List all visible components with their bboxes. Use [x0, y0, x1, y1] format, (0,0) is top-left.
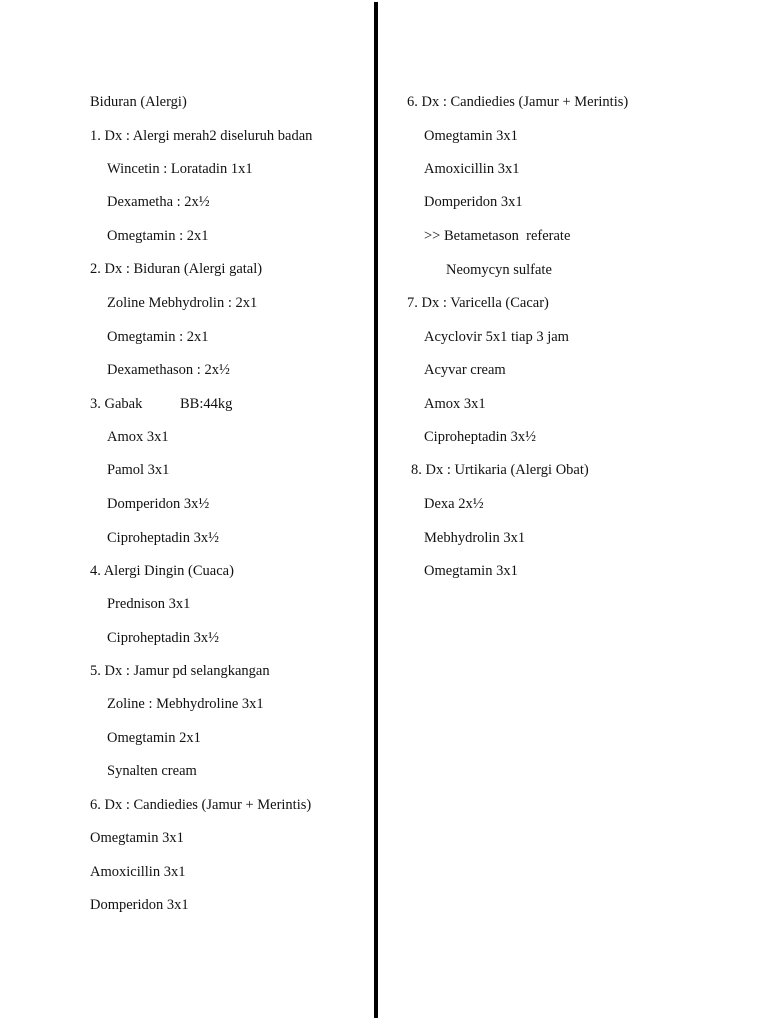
medication-line: Acyvar cream [424, 362, 506, 378]
diagnosis-6: 6. Dx : Candiedies (Jamur + Merintis) [407, 94, 629, 110]
medication-line: Dexamethason : 2x½ [107, 362, 230, 378]
medication-line: Dexa 2x½ [424, 496, 484, 512]
medication-line: Zoline : Mebhydroline 3x1 [107, 696, 264, 712]
medication-line: Amoxicillin 3x1 [90, 864, 186, 880]
diagnosis-4: 4. Alergi Dingin (Cuaca) [90, 563, 234, 579]
medication-line: Domperidon 3x1 [424, 194, 523, 210]
medication-line: Omegtamin : 2x1 [107, 228, 209, 244]
referral-note: Neomycyn sulfate [446, 262, 552, 278]
medication-line: Omegtamin 3x1 [90, 830, 184, 846]
medication-line: Wincetin : Loratadin 1x1 [107, 161, 253, 177]
medication-line: Omegtamin 2x1 [107, 730, 201, 746]
column-divider [374, 2, 378, 1018]
section-title: Biduran (Alergi) [90, 94, 187, 110]
medication-line: Domperidon 3x1 [90, 897, 189, 913]
referral-note: >> Betametason referate [424, 228, 571, 244]
diagnosis-1: 1. Dx : Alergi merah2 diseluruh badan [90, 128, 313, 144]
medication-line: Ciproheptadin 3x½ [107, 630, 219, 646]
medication-line: Dexametha : 2x½ [107, 194, 210, 210]
medication-line: Mebhydrolin 3x1 [424, 530, 526, 546]
diagnosis-2: 2. Dx : Biduran (Alergi gatal) [90, 261, 263, 277]
diagnosis-3: 3. Gabak [90, 396, 143, 412]
medication-line: Amox 3x1 [107, 429, 169, 445]
medication-line: Domperidon 3x½ [107, 496, 210, 512]
medication-line: Omegtamin : 2x1 [107, 329, 209, 345]
diagnosis-7: 7. Dx : Varicella (Cacar) [407, 295, 549, 311]
medication-line: Amoxicillin 3x1 [424, 161, 520, 177]
medication-line: Prednison 3x1 [107, 596, 191, 612]
medication-line: Amox 3x1 [424, 396, 486, 412]
medication-line: Synalten cream [107, 763, 197, 779]
medication-line: Ciproheptadin 3x½ [107, 530, 219, 546]
medication-line: Zoline Mebhydrolin : 2x1 [107, 295, 258, 311]
diagnosis-5: 5. Dx : Jamur pd selangkangan [90, 663, 270, 679]
medication-line: Omegtamin 3x1 [424, 128, 518, 144]
body-weight: BB:44kg [180, 396, 233, 412]
medication-line: Ciproheptadin 3x½ [424, 429, 536, 445]
diagnosis-8: 8. Dx : Urtikaria (Alergi Obat) [411, 462, 589, 478]
medication-line: Pamol 3x1 [107, 462, 170, 478]
medication-line: Acyclovir 5x1 tiap 3 jam [424, 329, 569, 345]
diagnosis-6: 6. Dx : Candiedies (Jamur + Merintis) [90, 797, 312, 813]
medication-line: Omegtamin 3x1 [424, 563, 518, 579]
